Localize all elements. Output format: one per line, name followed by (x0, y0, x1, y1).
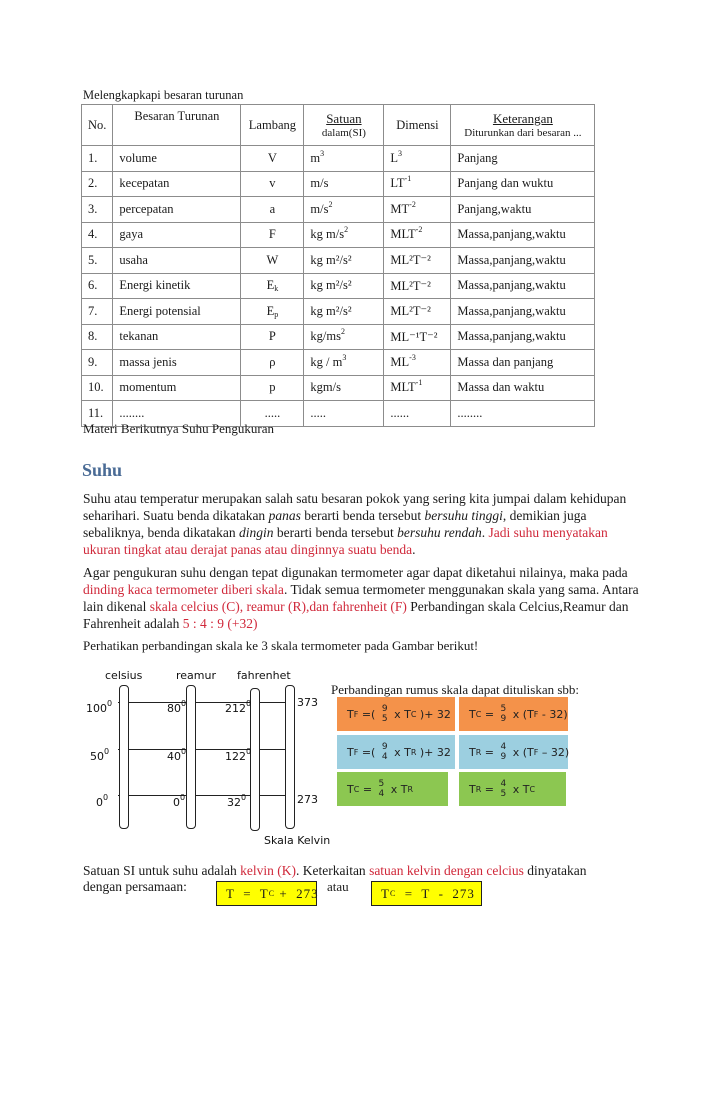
fraction: 4 5 (500, 779, 507, 799)
cell-keterangan: Panjang (451, 146, 595, 172)
formula-r-from-c: T R = 4 5 x T C (459, 772, 566, 806)
cell-besaran: kecepatan (113, 171, 241, 197)
cell-satuan: m/s (304, 171, 384, 197)
text: Satuan SI untuk suhu adalah (83, 863, 241, 878)
cell-lambang: F (241, 222, 304, 248)
paragraph-kelvin (83, 862, 663, 879)
table-row (82, 248, 595, 274)
cell-lambang: P (241, 324, 304, 350)
cell-dimensi: $MLT^{-1}$ (384, 375, 451, 401)
fahrenheit-122: $122^0$ (225, 747, 252, 763)
line-boiling (118, 702, 286, 703)
header-lambang: Lambang (241, 105, 304, 146)
fahrenheit-32: $32^0$ (227, 793, 247, 809)
table-footer-note: Materi Berikutnya Suhu Pengukuran (83, 421, 274, 436)
label-kelvin: Skala Kelvin (264, 834, 331, 847)
cell-dimensi: $L^3$ (384, 146, 451, 172)
section-heading-suhu: Suhu (82, 460, 123, 480)
table-row (82, 222, 595, 248)
formulas-title: Perbandingan rumus skala dapat dituliskan sbb: (331, 682, 580, 697)
cell-keterangan: Massa,panjang,waktu (451, 299, 595, 325)
cell-satuan: ..... (304, 401, 384, 427)
table-row (82, 324, 595, 350)
header-keterangan-sub: Diturunkan dari besaran ... (464, 127, 582, 139)
italic-text: panas (268, 508, 301, 523)
text: . Keterkaitan (295, 863, 370, 878)
celsius-100: $100^0$ (86, 699, 113, 715)
kelvin-373: 373 (297, 696, 318, 709)
cell-dimensi: ML⁻¹T⁻² (384, 324, 451, 350)
text: berarti benda tersebut (273, 525, 398, 540)
highlight-text: kelvin (K) (240, 863, 296, 878)
header-satuan-title: Satuan (326, 111, 362, 126)
formula-f-from-r: T F =( 9 4 x T R )+ 32 (337, 735, 455, 769)
header-dimensi: Dimensi (384, 105, 451, 146)
fraction: 5 9 (500, 704, 507, 724)
reamur-80: $80^0$ (167, 699, 187, 715)
fraction: 9 4 (381, 742, 388, 762)
cell-lambang: a (241, 197, 304, 223)
text: dinyatakan (523, 863, 587, 878)
table-caption: Melengkapkapi besaran turunan (83, 88, 244, 102)
equation-celsius-from-kelvin: T C = T - 273 (371, 881, 482, 906)
table-row (82, 350, 595, 376)
highlight-text: 5 : 4 : 9 (+32) (182, 616, 258, 631)
cell-lambang: W (241, 248, 304, 274)
highlight-text: skala celcius (C), reamur (R),dan fahrenheit (F) (149, 599, 407, 614)
cell-dimensi: ...... (384, 401, 451, 427)
cell-dimensi: $ML^{-3}$ (384, 350, 451, 376)
cell-no: 2. (82, 171, 113, 197)
highlight-text: Jadi suhu menyatakan ukuran tingkat atau derajat panas atau dinginnya suatu benda (83, 525, 608, 557)
cell-no: 11. (82, 401, 113, 427)
label-celsius: celsius (105, 669, 143, 682)
cell-satuan: kg m²/s² (304, 299, 384, 325)
header-satuan-sub: dalam(SI) (321, 127, 366, 139)
cell-no: 3. (82, 197, 113, 223)
cell-keterangan: Massa,panjang,waktu (451, 248, 595, 274)
highlight-text: satuan kelvin dengan celcius (369, 863, 524, 878)
cell-dimensi: $LT^{-1}$ (384, 171, 451, 197)
cell-keterangan: Massa dan panjang (451, 350, 595, 376)
cell-dimensi: ML²T⁻² (384, 273, 451, 299)
paragraph-measurement (83, 564, 648, 632)
cell-keterangan: ........ (451, 401, 595, 427)
cell-lambang: ..... (241, 401, 304, 427)
cell-besaran: massa jenis (113, 350, 241, 376)
text: , demikian juga sebaliknya, benda dikatakan (83, 508, 587, 540)
header-keterangan (451, 105, 595, 146)
cell-satuan: kg m²/s² (304, 273, 384, 299)
kelvin-line2: dengan persamaan: (83, 879, 187, 894)
formula-f-from-c: T F =( 9 5 x T C )+ 32 (337, 697, 455, 731)
formula-c-from-r: T C = 5 4 x T R (337, 772, 448, 806)
derived-quantities-table (81, 104, 595, 427)
cell-lambang: v (241, 171, 304, 197)
text: Agar pengukuran suhu dengan tepat digunakan termometer agar dapat diketahui nilainya, maka pada (83, 565, 628, 580)
formula-r-from-f: T R = 4 9 x (T F – 32) (459, 735, 568, 769)
header-keterangan-title: Keterangan (492, 111, 553, 126)
header-no: No. (82, 105, 113, 146)
cell-no: 10. (82, 375, 113, 401)
cell-no: 1. (82, 146, 113, 172)
cell-no: 8. (82, 324, 113, 350)
table-row (82, 273, 595, 299)
cell-dimensi: ML²T⁻² (384, 248, 451, 274)
cell-dimensi: $MT^{-2}$ (384, 197, 451, 223)
equation-kelvin-from-celsius: T = T C + 273 (216, 881, 317, 906)
cell-satuan: $kg/ms^2$ (304, 324, 384, 350)
cell-besaran: usaha (113, 248, 241, 274)
table-row (82, 299, 595, 325)
paragraph-figure-intro: Perhatikan perbandingan skala ke 3 skala termometer pada Gambar berikut! (83, 638, 479, 653)
label-fahrenheit: fahrenhet (237, 669, 291, 682)
paragraph-definition (83, 490, 648, 558)
cell-lambang: $E_k$ (241, 273, 304, 299)
cell-besaran: ........ (113, 401, 241, 427)
tube-kelvin-icon (285, 685, 295, 829)
text: . Tidak semua termometer menggunakan skala yang sama. Antara lain dikenal (83, 582, 639, 614)
italic-text: bersuhu tinggi (424, 508, 503, 523)
cell-besaran: momentum (113, 375, 241, 401)
header-satuan (304, 105, 384, 146)
italic-text: dingin (238, 525, 274, 540)
cell-satuan: kg / $m^3$ (304, 350, 384, 376)
table-row (82, 197, 595, 223)
cell-satuan: $m^3$ (304, 146, 384, 172)
cell-lambang: $E_p$ (241, 299, 304, 325)
table-header-row (82, 105, 595, 146)
fraction: 4 9 (500, 742, 507, 762)
tube-fahrenheit-icon (250, 688, 260, 831)
reamur-40: $40^0$ (167, 747, 187, 763)
cell-satuan: $m/s^2$ (304, 197, 384, 223)
cell-no: 5. (82, 248, 113, 274)
celsius-0: $0^0$ (96, 793, 109, 809)
cell-keterangan: Massa,panjang,waktu (451, 273, 595, 299)
cell-besaran: percepatan (113, 197, 241, 223)
cell-lambang: ρ (241, 350, 304, 376)
italic-text: bersuhu rendah (397, 525, 482, 540)
cell-besaran: Energi potensial (113, 299, 241, 325)
cell-besaran: gaya (113, 222, 241, 248)
tube-reamur-icon (186, 685, 196, 829)
cell-satuan: kg m²/s² (304, 248, 384, 274)
cell-lambang: p (241, 375, 304, 401)
cell-dimensi: ML²T⁻² (384, 299, 451, 325)
cell-besaran: tekanan (113, 324, 241, 350)
cell-keterangan: Massa dan waktu (451, 375, 595, 401)
table-row (82, 375, 595, 401)
text: Perbandingan skala Celcius,Reamur dan Fahrenheit adalah (83, 599, 629, 631)
text: Suhu atau temperatur merupakan salah satu besaran pokok yang sering kita jumpai dalam kehidupan seharihari. Suatu benda dikatakan (83, 491, 627, 523)
cell-lambang: V (241, 146, 304, 172)
cell-dimensi: $MLT^{-2}$ (384, 222, 451, 248)
atau-text: atau (327, 879, 349, 894)
fahrenheit-212: $212^0$ (225, 699, 252, 715)
formula-c-from-f: T C = 5 9 x (T F - 32) (459, 697, 568, 731)
label-reamur: reamur (176, 669, 216, 682)
celsius-50: $50^0$ (90, 747, 110, 763)
cell-keterangan: Massa,panjang,waktu (451, 324, 595, 350)
reamur-0: $0^0$ (173, 793, 186, 809)
cell-besaran: volume (113, 146, 241, 172)
tube-celsius-icon (119, 685, 129, 829)
highlight-text: dinding kaca termometer diberi skala (83, 582, 284, 597)
cell-keterangan: Panjang dan wuktu (451, 171, 595, 197)
fraction: 5 4 (378, 779, 385, 799)
table-row (82, 146, 595, 172)
text: . (412, 542, 416, 557)
text: . (481, 525, 489, 540)
line-freezing (118, 795, 286, 796)
cell-satuan: kg $m/s^2$ (304, 222, 384, 248)
fraction: 9 5 (381, 704, 388, 724)
cell-besaran: Energi kinetik (113, 273, 241, 299)
text: berarti benda tersebut (300, 508, 425, 523)
cell-no: 9. (82, 350, 113, 376)
cell-no: 7. (82, 299, 113, 325)
cell-no: 6. (82, 273, 113, 299)
table-row (82, 171, 595, 197)
line-midpoint (118, 749, 286, 750)
header-besaran: Besaran Turunan (113, 105, 241, 146)
cell-keterangan: Panjang,waktu (451, 197, 595, 223)
cell-satuan: kgm/s (304, 375, 384, 401)
cell-no: 4. (82, 222, 113, 248)
kelvin-273: 273 (297, 793, 318, 806)
cell-keterangan: Massa,panjang,waktu (451, 222, 595, 248)
